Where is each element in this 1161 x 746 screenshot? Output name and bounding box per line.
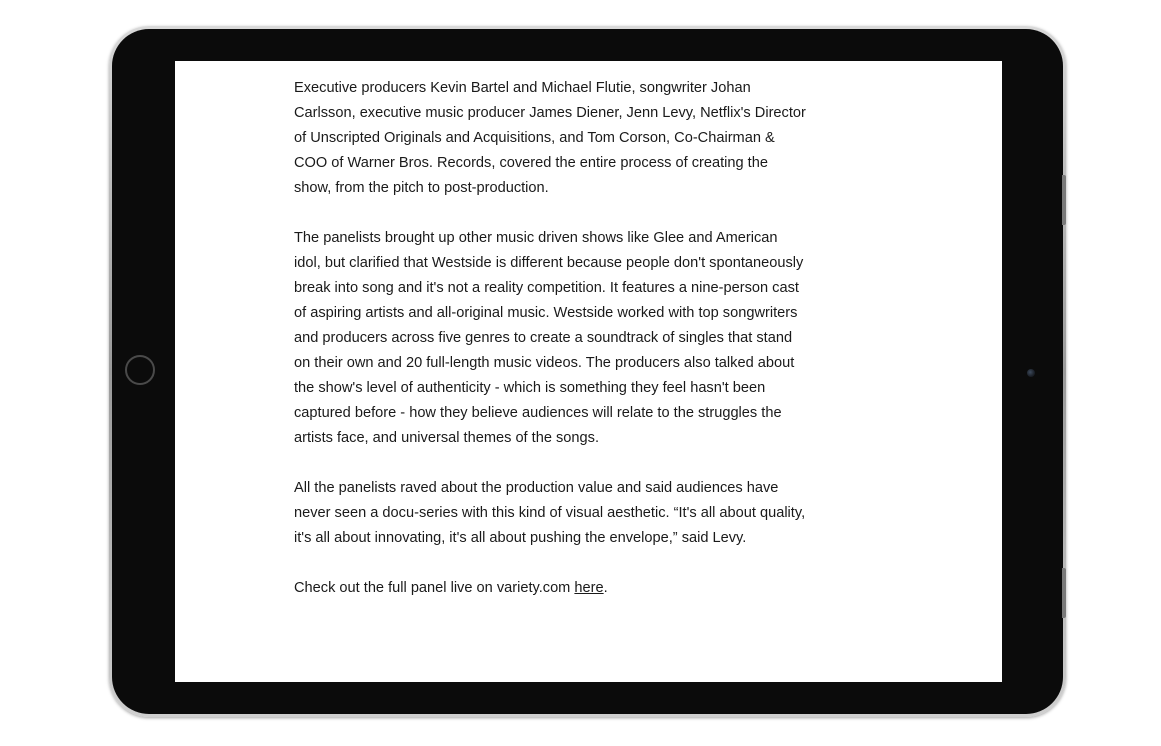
text-line: All the panelists raved about the production value and said audiences have — [294, 480, 779, 496]
front-camera-icon — [1027, 369, 1035, 377]
text-line: Carlsson, executive music producer James Diener, Jenn Levy, Netflix's Director — [294, 105, 806, 121]
volume-button — [1062, 175, 1066, 225]
sleep-button — [1062, 568, 1066, 618]
text-line: The panelists brought up other music driven shows like Glee and American — [294, 230, 778, 246]
text-line: of Unscripted Originals and Acquisitions, and Tom Corson, Co-Chairman & — [294, 130, 775, 146]
text-line: captured before - how they believe audiences will relate to the struggles the — [294, 405, 782, 421]
paragraph-closing — [294, 576, 894, 601]
closing-text: Check out the full panel live on variety.com — [294, 580, 575, 596]
paragraph-producers — [294, 76, 894, 201]
text-line: idol, but clarified that Westside is different because people don't spontaneously — [294, 255, 804, 271]
home-button-icon[interactable] — [125, 355, 155, 385]
text-line: Executive producers Kevin Bartel and Michael Flutie, songwriter Johan — [294, 80, 751, 96]
paragraph-panelists — [294, 226, 894, 451]
article-body — [294, 76, 894, 626]
text-line: it's all about innovating, it's all about pushing the envelope,” said Levy. — [294, 530, 747, 546]
here-link[interactable]: here — [574, 580, 604, 596]
closing-period: . — [603, 580, 608, 596]
text-line: on their own and 20 full-length music videos. The producers also talked about — [294, 355, 795, 371]
text-line: artists face, and universal themes of the songs. — [294, 430, 600, 446]
text-line: break into song and it's not a reality competition. It features a nine-person cast — [294, 280, 799, 296]
paragraph-production-value — [294, 476, 894, 551]
text-line: of aspiring artists and all-original music. Westside worked with top songwriters — [294, 305, 798, 321]
text-line: never seen a docu-series with this kind of visual aesthetic. “It's all about quality, — [294, 505, 806, 521]
text-line: and producers across five genres to create a soundtrack of singles that stand — [294, 330, 793, 346]
tablet-screen — [175, 61, 1002, 682]
text-line: show, from the pitch to post-production. — [294, 180, 549, 196]
text-line: the show's level of authenticity - which is something they feel hasn't been — [294, 380, 766, 396]
text-line: COO of Warner Bros. Records, covered the entire process of creating the — [294, 155, 768, 171]
